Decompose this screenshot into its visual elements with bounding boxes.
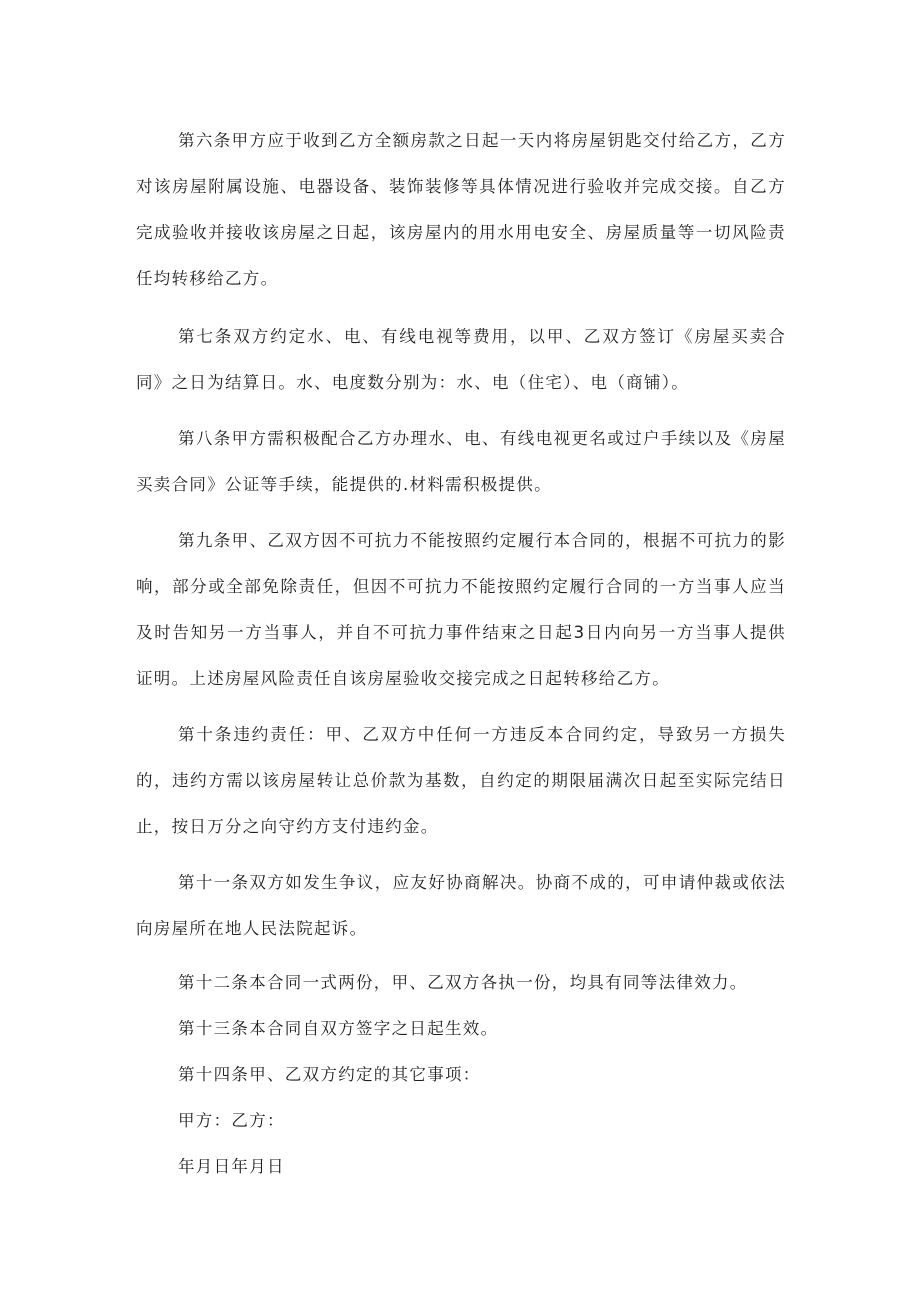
clause-6: 第六条甲方应于收到乙方全额房款之日起一天内将房屋钥匙交付给乙方，乙方对该房屋附属设施、电器设备、装饰装修等具体情况进行验收并完成交接。自乙方完成验收并接收该房屋之日起，该房屋内的用水用电安全、房屋质量等一切风险责任均转移给乙方。 [136, 131, 786, 288]
clause-7: 第七条双方约定水、电、有线电视等费用，以甲、乙双方签订《房屋买卖合同》之日为结算日。水、电度数分别为：水、电（住宅）、电（商铺）。 [136, 327, 786, 392]
clause-12: 第十二条本合同一式两份，甲、乙双方各执一份，均具有同等法律效力。 [178, 973, 748, 992]
signature-dates: 年月日年月日 [178, 1157, 285, 1176]
clause-11: 第十一条双方如发生争议，应友好协商解决。协商不成的，可申请仲裁或依法向房屋所在地人民法院起诉。 [136, 873, 786, 938]
clause-14: 第十四条甲、乙双方约定的其它事项： [178, 1065, 481, 1084]
clause-10: 第十条违约责任：甲、乙双方中任何一方违反本合同约定，导致另一方损失的，违约方需以该房屋转让总价款为基数，自约定的期限届满次日起至实际完结日止，按日万分之向守约方支付违约金。 [136, 725, 786, 836]
clause-9: 第九条甲、乙双方因不可抗力不能按照约定履行本合同的，根据不可抗力的影响，部分或全部免除责任，但因不可抗力不能按照约定履行合同的一方当事人应当及时告知另一方当事人，并自不可抗力事件结束之日起3日内向另一方当事人提供证明。上述房屋风险责任自该房屋验收交接完成之日起转移给乙方。 [136, 531, 786, 688]
signature-parties: 甲方：乙方： [178, 1111, 285, 1130]
contract-body [136, 118, 786, 1190]
clause-8: 第八条甲方需积极配合乙方办理水、电、有线电视更名或过户手续以及《房屋买卖合同》公证等手续，能提供的.材料需积极提供。 [136, 429, 786, 494]
clause-13: 第十三条本合同自双方签字之日起生效。 [178, 1019, 499, 1038]
